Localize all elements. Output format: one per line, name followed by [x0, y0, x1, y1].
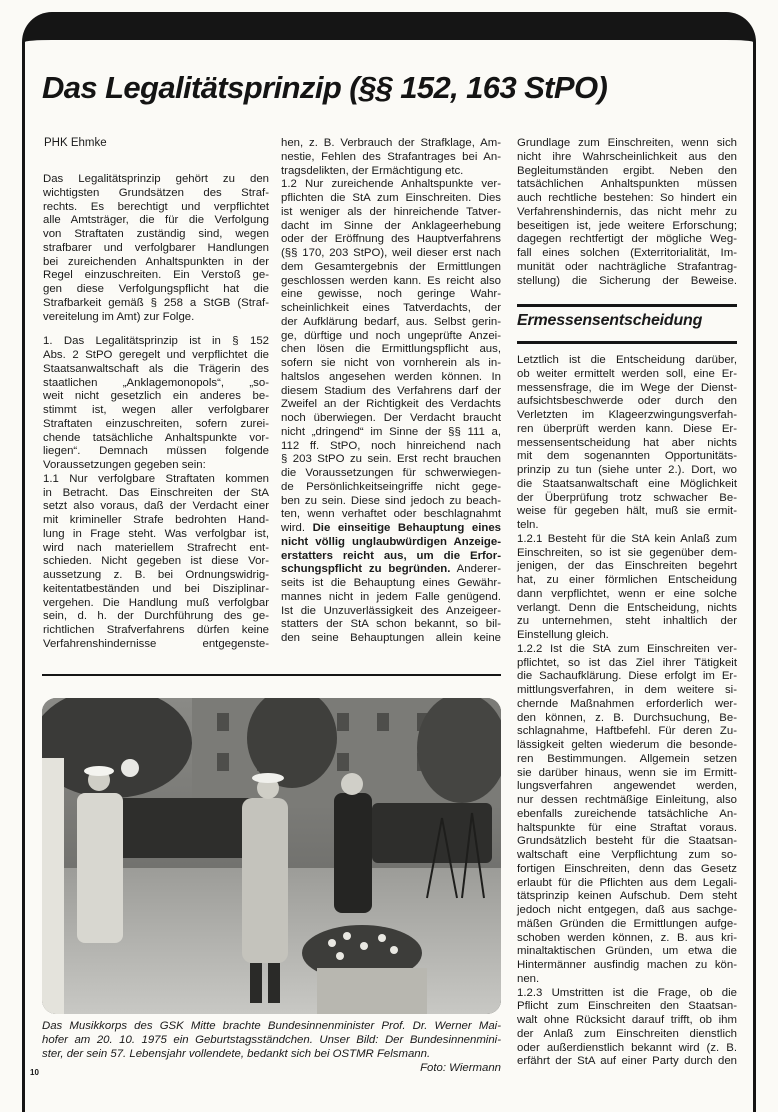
text-line: aufsichtsbeschwerde oder durch den: [517, 395, 737, 408]
text-line: stellung) die Sicherung der Beweise.: [517, 274, 737, 287]
text-line: Letztlich ist die Entscheidung darüber,: [517, 354, 737, 366]
text-line: die Staatsanwaltschaft eine Möglichkeit: [517, 477, 737, 490]
text-line: [281, 536, 501, 550]
text-line: Einstellung gleich.: [517, 629, 609, 641]
text-line: bei zureichenden Anhaltspunkten in der: [43, 255, 269, 268]
text-line: Verfahrenshindernisse entgegenste-: [43, 637, 269, 650]
article-title: Das Legalitätsprinzip (§§ 152, 163 StPO): [42, 70, 608, 105]
paragraph: [517, 354, 737, 533]
text-line: vereitelung im Amt) zur Folge.: [43, 310, 195, 323]
paragraph: [517, 643, 737, 987]
text-line: ren überprüft werden kann. Diese Er-: [517, 422, 737, 435]
text-line: walt ohne Rücksicht darauf trifft, ob ihm: [517, 1014, 737, 1026]
text-line: jenigen, der das Einschreiten begehrt: [517, 560, 737, 573]
text-line: nen.: [517, 972, 540, 985]
text-line: weit nicht gesetzlich ein anderes be-: [43, 390, 269, 403]
text-line: erlaubt für die Pflichten aus dem Legali-: [517, 876, 737, 889]
paragraph: [43, 173, 269, 324]
photo-credit: Foto: Wiermann: [420, 1062, 501, 1074]
text-line: Begleitumständen ergibt. Neben den: [517, 164, 737, 177]
text-line: teln.: [517, 519, 539, 531]
text-line: Zweifel an der Richtigkeit des Verdachts: [281, 398, 501, 411]
text-line: [281, 522, 501, 536]
column-1: [43, 173, 269, 663]
text-line: sie darüber hinaus, wenn sie im Ermitt-: [517, 766, 737, 779]
text-line: haltslos angesehen werden können. In: [281, 370, 501, 383]
text-line: ben zu sein. Diese sind jedoch zu beach-: [281, 494, 501, 507]
text-line: Grundsätzlich besteht für die Staatsan-: [517, 835, 737, 848]
text-line: der Anlaß zum Einschreiten dienstlich: [517, 1027, 737, 1040]
text-line: ge, dürftige und noch ungeprüfte Anzei-: [281, 329, 501, 342]
text-line: staatlichen „Anklagemonopols“, „so-: [43, 376, 269, 389]
text-line: keitentatbeständen und bei Disziplinar-: [43, 582, 269, 595]
photo-scene: [42, 698, 501, 1014]
text-line: Regel einzuschreiten. Ein Verstoß ge-: [43, 269, 269, 282]
paragraph: [517, 137, 737, 288]
paragraph: [281, 137, 501, 178]
text-line: lungsverfahren angewendet werden,: [517, 780, 737, 793]
text-line: schlagnahme, Haftbefehl. Für deren Zu-: [517, 725, 737, 738]
text-line: tatsächlichen Anhaltspunkten müssen: [517, 178, 737, 191]
caption-line: ster, der sein 57. Lebensjahr vollendete, bedankt sich bei OSTMR Felsmann.: [42, 1048, 431, 1060]
text-line: tätsprinzip keinen Aufschub. Dem steht: [517, 890, 737, 903]
text-line: ob weiter ermittelt werden soll, eine Er-: [517, 367, 737, 380]
text-line: sein, d. h. der Durchführung des ge-: [43, 610, 269, 623]
paragraph: [281, 178, 501, 646]
text-line: eine gewisse, noch geringe Wahr-: [281, 288, 501, 301]
text-line: die Sachaufklärung. Diese erfolgt im Er-: [517, 670, 737, 683]
text-line: vergehen. Die Handlung muß verfolgbar: [43, 596, 269, 609]
text-line: wichtigsten Grundsätzen des Straf-: [43, 186, 269, 199]
text-line: Verletzten im Klageerzwingungsverfah-: [517, 409, 737, 421]
text-line: rechts. Es berechtigt und verpflichtet: [43, 200, 269, 213]
text-line: die Voraussetzungen für schwerwiegen-: [281, 467, 501, 479]
text-line: nicht „dringend“ im Sinne der §§ 111 a,: [281, 425, 501, 438]
text-line: Voraussetzungen gegeben sein:: [43, 459, 206, 471]
text-line: liegen“. Demnach müssen folgende: [43, 445, 269, 458]
text-line: den seine Behauptungen allein keine: [281, 632, 501, 644]
text-line: dann verpflichtet, wenn er eine solche: [517, 587, 737, 600]
text-line: pflichten die StA zum Einschreiten. Dies: [281, 192, 501, 204]
text-line: geschlossen werden kann. Es reicht also: [281, 274, 501, 287]
text-line: fortigen Einschreiten, denn das Gesetz: [517, 862, 737, 875]
text-line: Straftaten einzuschreiten, sofern zurei-: [43, 417, 269, 430]
text-line: setzt also voraus, daß der Verdacht einer: [43, 500, 269, 513]
text-line: schieden. Nicht gegeben ist diese Vor-: [43, 555, 269, 568]
photo-rule: [42, 674, 501, 676]
news-photo: [42, 698, 501, 1014]
text-line: [281, 563, 501, 577]
text-line: aussetzung z. B. bei Ordnungswidrig-: [43, 569, 269, 581]
text-line: 1.2.3 Umstritten ist die Frage, ob die: [517, 986, 737, 999]
text-line: schoben werden können, z. B. aus kri-: [517, 931, 737, 944]
text-line: Strafbarkeit gemäß § 258 a StGB (Straf-: [43, 296, 269, 309]
text-line: von Straftaten zuständig sind, wegen: [43, 228, 269, 240]
text-line: (§§ 170, 203 StPO), weil dieser erst nach: [281, 247, 501, 259]
text-line: 112 ff. StPO, noch hinreichend nach: [281, 439, 501, 452]
text-line: messensentscheidung hat aber nichts: [517, 436, 737, 449]
text-line: mäßen Gründen die Ermittlungen aufge-: [517, 917, 737, 930]
text-line: richtlichen Strafverfahrens dürfen keine: [43, 624, 269, 636]
text-line: 1.2 Nur zureichende Anhaltspunkte ver-: [281, 178, 501, 191]
text-line: in Betracht. Das Einschreiten der StA: [43, 486, 269, 499]
text-line: pflichtet, so ist das Ziel ihrer Tätigkeit: [517, 656, 737, 669]
text-line: chernde Maßnahmen erforderlich wer-: [517, 697, 737, 710]
text-line: lässigkeit gelten wiederum die besonde-: [517, 739, 737, 751]
text-line: stimmt ist, wegen aller verfolgbarer: [43, 404, 269, 416]
text-line: § 203 StPO zu sein. Erst recht brauchen: [281, 453, 501, 466]
text-line: wird nach materiellem Strafrecht ent-: [43, 541, 269, 554]
text-line: nicht ihre Wahrscheinlichkeit aus den: [517, 150, 737, 163]
text-line: dem Gesamtergebnis der Ermittlungen: [281, 260, 501, 273]
text-line: [281, 550, 501, 564]
paragraph: [43, 473, 269, 652]
text-line: 1.2.2 Ist die StA zum Einschreiten ver-: [517, 642, 737, 655]
text-line: Grundlage zum Einschreiten, wenn sich: [517, 137, 737, 149]
text-line: 1. Das Legalitätsprinzip ist in § 152: [43, 335, 269, 348]
text-line: seits ist die Behauptung eines Gewähr-: [281, 577, 501, 589]
text-line: beseitigen ist, jede weitere Erforschung;: [517, 219, 737, 232]
text-line: mit dem sogenannten Opportunitäts-: [517, 450, 737, 463]
paragraph: [517, 987, 737, 1070]
text-line: Staatsanwaltschaft als die Trägerin des: [43, 362, 269, 375]
text-line: noch überwiegen. Der Verdacht braucht: [281, 412, 501, 424]
text-line: munität oder nachträgliche Strafantrag-: [517, 260, 737, 273]
text-line: Pflicht zum Einschreiten den Staatsan-: [517, 1000, 737, 1013]
text-line: chende tatsächliche Anhaltspunkte vor-: [43, 431, 269, 444]
text-line: scheinlichkeit eines Tatverdachts, der: [281, 302, 501, 314]
text-line: minaltaktischen Gründen, um etwa die: [517, 945, 737, 958]
text-line: ten, wenn verhaftet oder beschlagnahmt: [281, 508, 501, 521]
photo-caption: [42, 1019, 501, 1075]
text-line: Das Legalitätsprinzip gehört zu den: [43, 173, 269, 185]
text-line: fall eines solchen (Exterritorialität, Im-: [517, 247, 737, 259]
caption-line: Das Musikkorps des GSK Mitte brachte Bundesinnenminister Prof. Dr. Werner Mai-: [42, 1020, 501, 1032]
text-line: hat, zu einer förmlichen Entscheidung: [517, 574, 737, 586]
text-line: der Aufklärung bedarf, aus. Selbst gerin-: [281, 315, 501, 328]
text-line: nestie, Fehlen des Strafantrages bei An-: [281, 150, 501, 163]
bold-text: erstatters reicht aus, um die Erfor-: [281, 549, 501, 562]
text-line: 1.2.1 Besteht für die StA kein Anlaß zum: [517, 532, 737, 545]
bold-text: schungspflicht zu begründen.: [281, 563, 451, 576]
text-run: Anderer-: [450, 563, 502, 576]
text-line: prinzip zu tun (siehe unter 2.). Dort, wo: [517, 464, 737, 476]
text-line: lung in Frage steht. Was verfolgbar ist,: [43, 527, 269, 540]
text-line: alle Amtsträger, die für die Verfolgung: [43, 214, 269, 227]
text-line: gen diese Verfolgungspflicht hat die: [43, 283, 269, 295]
text-line: ren Bestimmungen. Allgemein setzen: [517, 752, 737, 765]
text-line: sofern sie nicht von vornherein als in-: [281, 357, 501, 369]
paragraph: [517, 533, 737, 643]
text-line: diesem Stadium des Verfahrens darf der: [281, 384, 501, 397]
text-run: wird.: [281, 522, 313, 534]
text-line: weise für gegeben hält, muß sie ermit-: [517, 505, 737, 518]
text-line: verlangt. Denn die Entscheidung, nichts: [517, 601, 737, 614]
page-number: 10: [30, 1068, 39, 1077]
text-line: tragsdelikten, der Ermächtigung etc.: [281, 164, 464, 177]
section-heading: Ermessensentscheidung: [517, 312, 703, 329]
text-line: ebenfalls zureichende tatsächliche An-: [517, 807, 737, 820]
text-line: Abs. 2 StPO geregelt und verpflichtet die: [43, 349, 269, 361]
text-line: chen lösen die Ermittlungspflicht aus,: [281, 343, 501, 356]
text-line: messensfrage, die im Wege der Dienst-: [517, 381, 737, 394]
text-line: waltschaft eine Verpflichtung zum so-: [517, 849, 737, 861]
bold-text: Die einseitige Behauptung eines: [312, 522, 501, 534]
text-line: mannes nicht in jedem Falle genügend.: [281, 590, 501, 603]
text-line: oder außerdienstlich bekannt wird (z. B.: [517, 1041, 737, 1054]
text-line: mittlungsverfahren, in dem weitere si-: [517, 684, 737, 696]
text-line: jedoch nicht entgegen, daß aus sachge-: [517, 904, 737, 916]
column-3-bottom: [517, 354, 737, 1080]
minister-figure: [334, 773, 372, 913]
text-line: den können, z. B. Durchsuchung, Be-: [517, 711, 737, 724]
text-line: ist weniger als der hinreichende Tatver-: [281, 205, 501, 218]
text-line: hen, z. B. Verbrauch der Strafklage, Am-: [281, 137, 501, 149]
text-line: erfährt der StA auf einer Party durch den: [517, 1055, 737, 1068]
bold-text: nicht völlig unglaubwürdigen Anzeige-: [281, 535, 501, 548]
text-line: 1.1 Nur verfolgbare Straftaten kommen: [43, 472, 269, 485]
section-rule-bottom: [517, 341, 737, 344]
text-line: der Überprüfung trotz schwacher Be-: [517, 491, 737, 504]
text-line: nur dessen rechtmäßige Einleitung, also: [517, 794, 737, 806]
text-line: oder der Eröffnung des Hauptverfahrens: [281, 233, 501, 246]
section-rule-top: [517, 304, 737, 307]
text-line: zu unternehmen, steht inhaltlich der: [517, 615, 737, 628]
text-line: dagegen rechtfertigt der mögliche Weg-: [517, 233, 737, 246]
paragraph: [43, 335, 269, 473]
text-line: Ist die Unzuverlässigkeit des Anzeigeer-: [281, 604, 501, 617]
text-line: Hintermänner ausfindig machen zu kön-: [517, 959, 737, 971]
text-line: de Persönlichkeitseingriffe nicht gege-: [281, 480, 501, 493]
text-line: dacht im Sinne der Anklageerhebung: [281, 219, 501, 232]
text-line: mit krimineller Strafe bedrohten Hand-: [43, 514, 269, 526]
text-line: haltspunkte für eine Straftat voraus.: [517, 821, 737, 834]
text-line: strafbarer und verfolgbarer Handlungen: [43, 241, 269, 254]
text-line: Verfahrenshindernis, das nicht mehr zu: [517, 205, 737, 218]
author-byline: PHK Ehmke: [44, 137, 107, 149]
column-3-top: [517, 137, 737, 299]
column-2: [281, 137, 501, 657]
text-line: auch rechtliche bestehen: So hindert ein: [517, 192, 737, 204]
text-line: statters der StA schon bekannt, so bil-: [281, 618, 501, 631]
text-line: Einschreiten, so ist sie gegenüber dem-: [517, 546, 737, 559]
caption-line: hofer am 20. 10. 1975 ein Geburtstagsständchen. Unser Bild: Der Bundesinnenmini-: [42, 1034, 501, 1046]
